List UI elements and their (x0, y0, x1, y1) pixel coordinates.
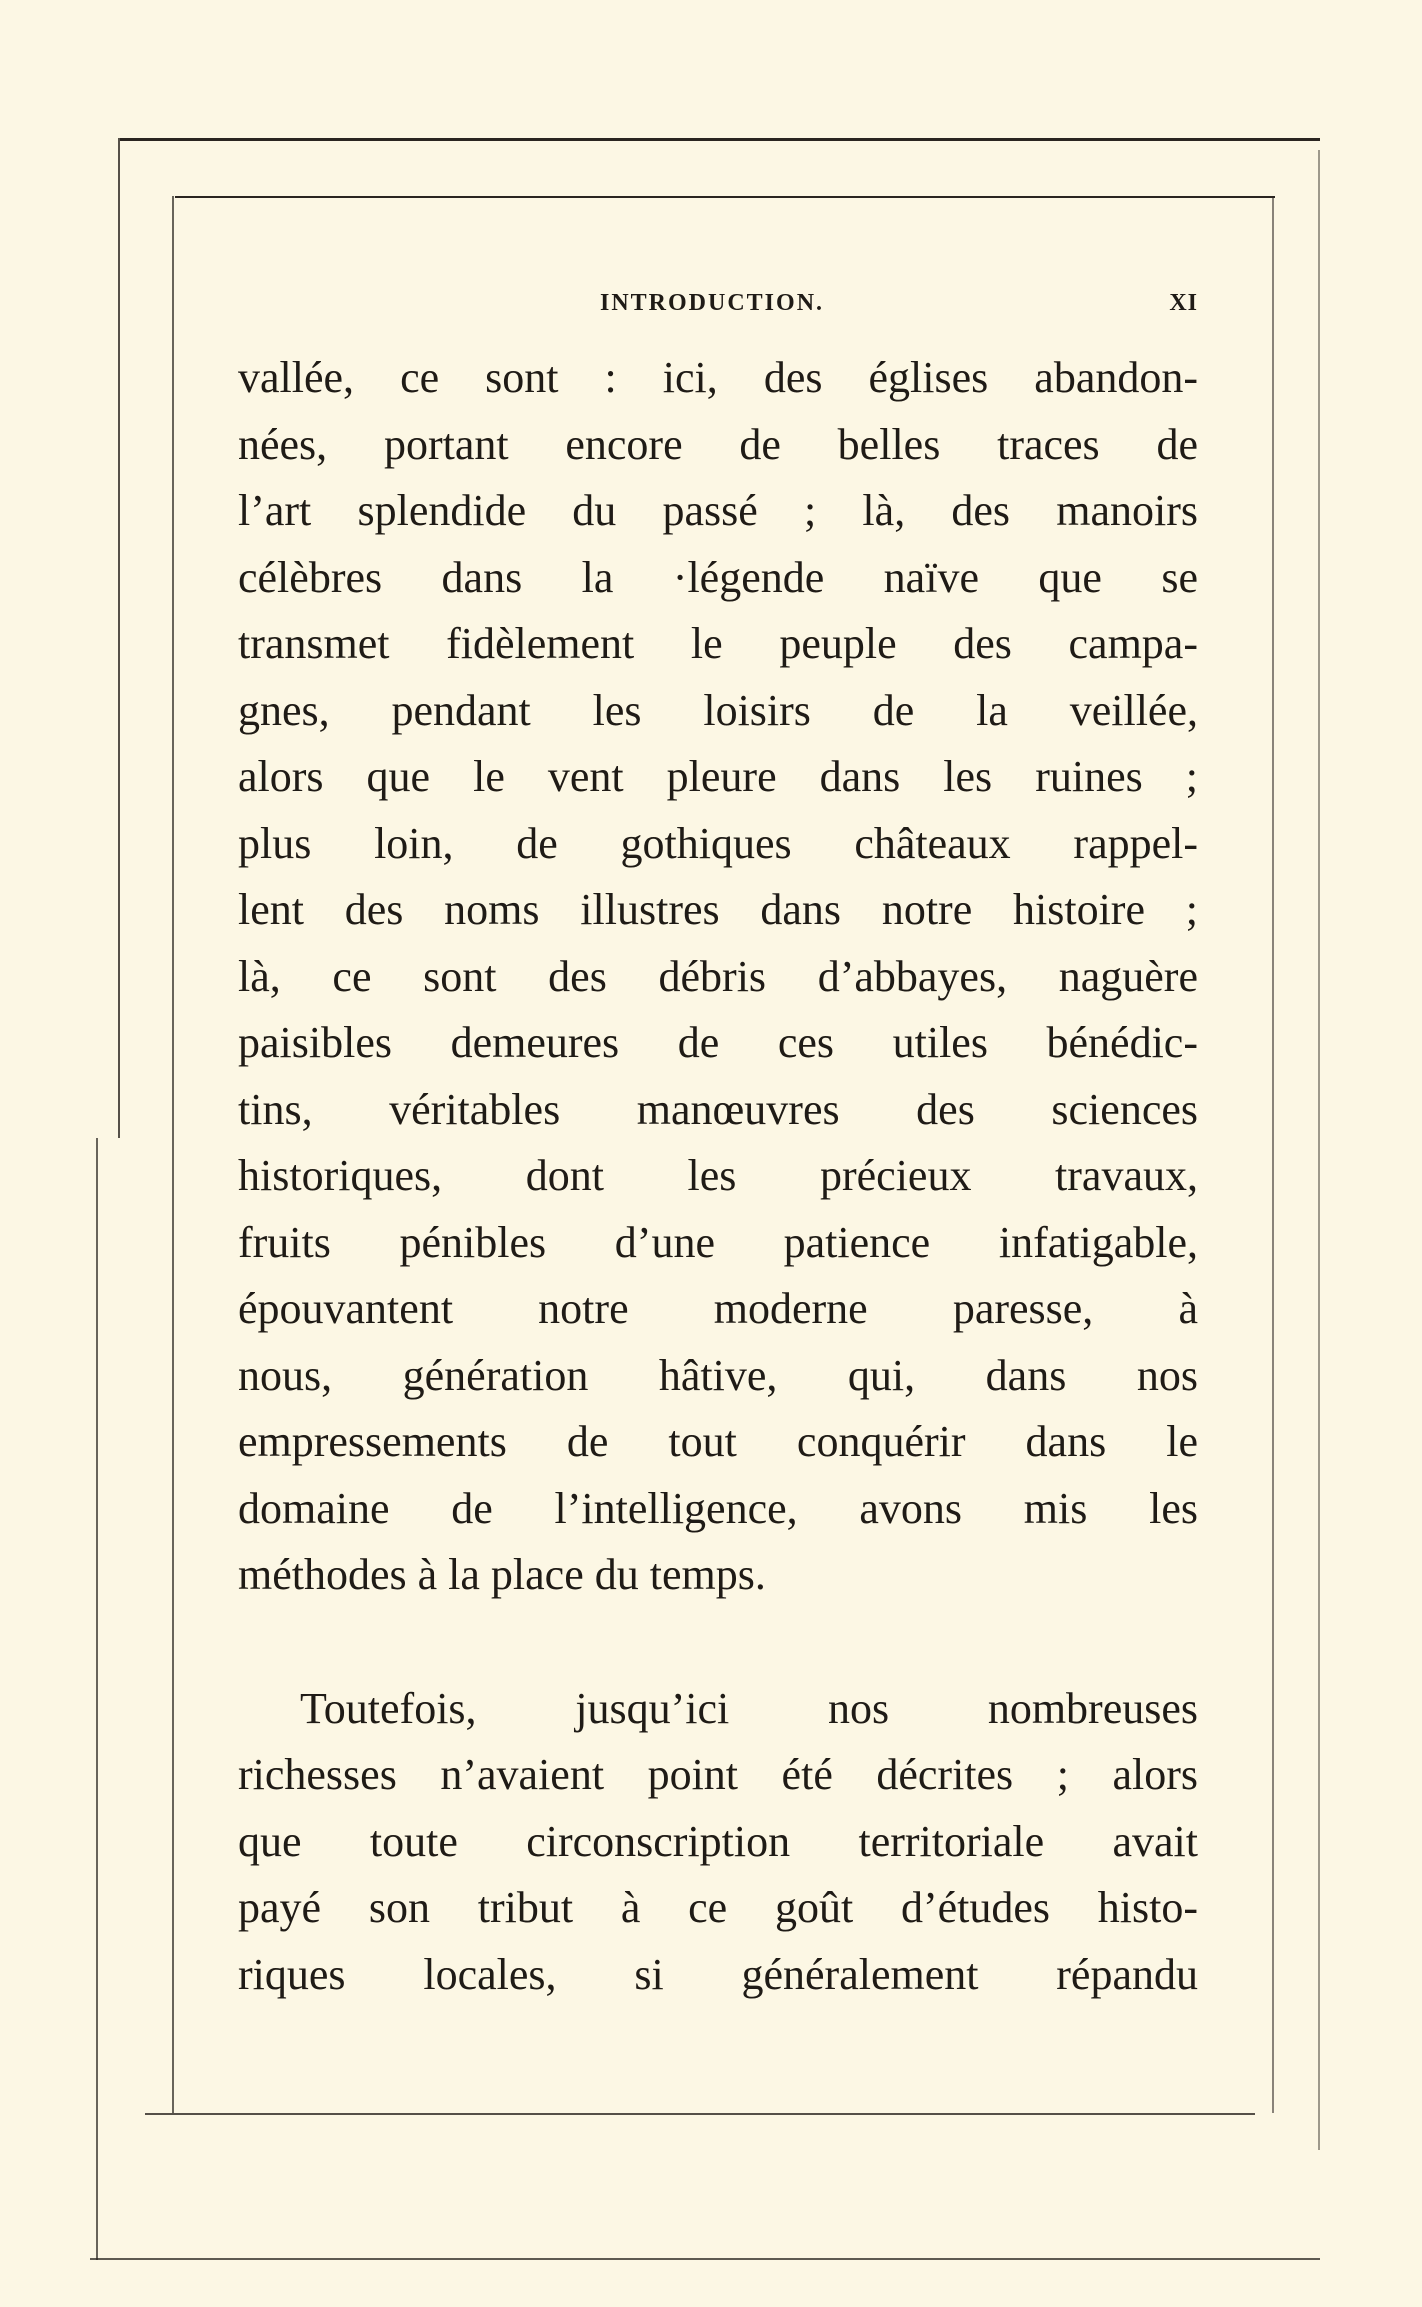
running-title: INTRODUCTION. (600, 290, 825, 316)
outer-frame-top-rule (120, 138, 1320, 141)
outer-frame-bottom-rule (90, 2258, 1320, 2260)
text-line: paisibles demeures de ces utiles bénédic- (238, 1018, 1198, 1067)
text-line: plus loin, de gothiques châteaux rappel- (238, 818, 1198, 868)
paragraph-1 (238, 345, 1198, 1609)
text-line: l’art splendide du passé ; là, des manoirs (238, 486, 1198, 535)
text-line: richesses n’avaient point été décrites ; alors (238, 1750, 1198, 1799)
text-line: transmet fidèlement le peuple des campa- (238, 619, 1198, 668)
text-line: gnes, pendant les loisirs de la veillée, (238, 685, 1198, 735)
outer-frame-right-rule (1318, 150, 1320, 2150)
text-line: domaine de l’intelligence, avons mis les (238, 1483, 1198, 1533)
outer-frame-left-rule (118, 138, 120, 1138)
text-line: fruits pénibles d’une patience infatigable, (238, 1217, 1198, 1267)
text-line: payé son tribut à ce goût d’études histo- (238, 1883, 1198, 1932)
text-line: historiques, dont les précieux travaux, (238, 1151, 1198, 1200)
text-line: riques locales, si généralement répandu (238, 1949, 1198, 1999)
text-line: alors que le vent pleure dans les ruines ; (238, 752, 1198, 801)
text-line: célèbres dans la ·légende naïve que se (238, 552, 1198, 602)
page-number: XI (1169, 290, 1198, 316)
text-line: vallée, ce sont : ici, des églises abandon- (238, 353, 1198, 402)
page-header (238, 290, 1198, 330)
inner-frame-top-rule (175, 196, 1275, 198)
text-line: là, ce sont des débris d’abbayes, naguère (238, 951, 1198, 1001)
text-line: nées, portant encore de belles traces de (238, 419, 1198, 469)
text-line: tins, véritables manœuvres des sciences (238, 1084, 1198, 1134)
text-line: empressements de tout conquérir dans le (238, 1417, 1198, 1466)
inner-frame-bottom-rule (145, 2113, 1255, 2115)
text-line: Toutefois, jusqu’ici nos nombreuses (300, 1683, 1198, 1733)
inner-frame-right-rule (1272, 196, 1274, 2113)
outer-frame-left-rule-lower (96, 1138, 98, 2260)
paragraph-2 (238, 1676, 1198, 2009)
body-text (238, 345, 1198, 2008)
text-line: nous, génération hâtive, qui, dans nos (238, 1350, 1198, 1400)
inner-frame-left-rule (172, 196, 174, 2113)
text-line: épouvantent notre moderne paresse, à (238, 1284, 1198, 1333)
text-line: méthodes à la place du temps. (238, 1550, 766, 1599)
text-line: que toute circonscription territoriale avait (238, 1816, 1198, 1866)
text-line: lent des noms illustres dans notre histoire ; (238, 885, 1198, 934)
